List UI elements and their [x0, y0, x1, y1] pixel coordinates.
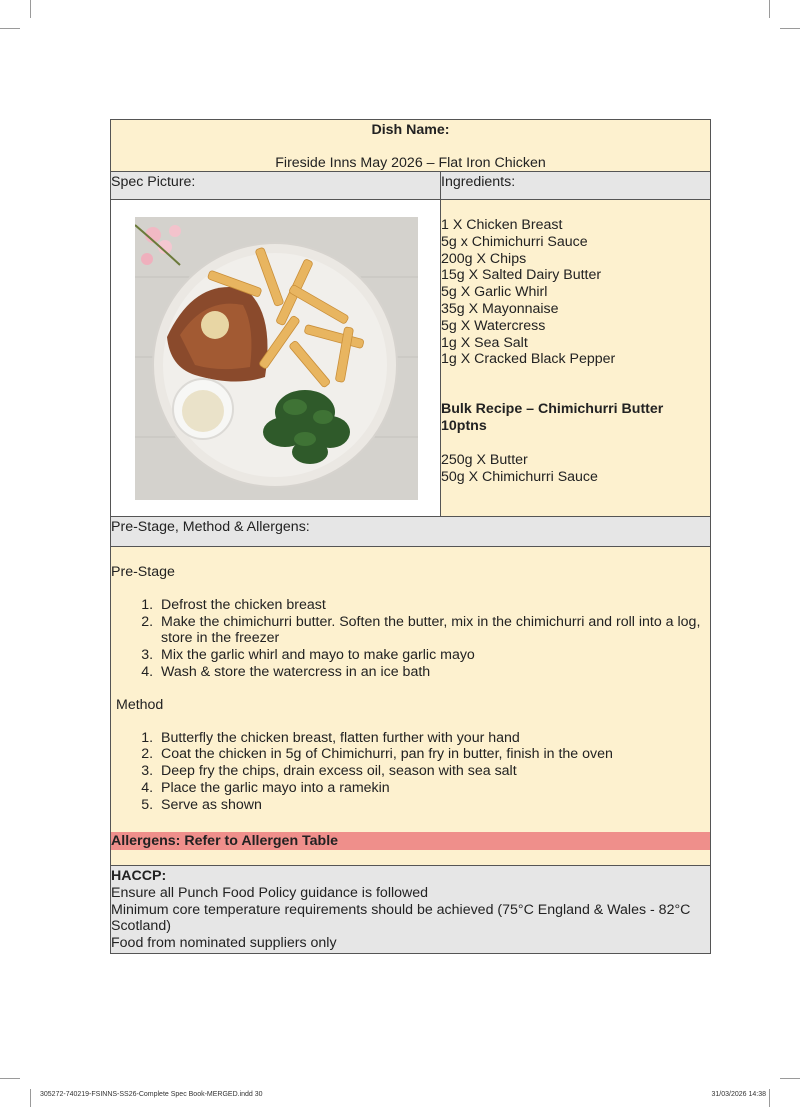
method-step: 5. Serve as shown: [157, 797, 710, 814]
crop-mark: [30, 1089, 31, 1107]
header-row: [111, 172, 710, 200]
ingredients-cell: [441, 200, 710, 516]
haccp-cell: [111, 866, 710, 953]
haccp-title: HACCP:: [111, 868, 167, 884]
ingredient-item: 5g X Watercress: [441, 317, 546, 334]
pre-stage-step: 3. Mix the garlic whirl and mayo to make garlic mayo: [157, 647, 710, 664]
pre-stage-method-header: Pre-Stage, Method & Allergens:: [111, 517, 710, 547]
pre-stage-step: 4. Wash & store the watercress in an ice bath: [157, 664, 710, 681]
crop-mark: [769, 0, 770, 18]
pre-stage-title: Pre-Stage: [111, 564, 175, 580]
method-step: 4. Place the garlic mayo into a ramekin: [157, 780, 710, 797]
crop-mark: [769, 1089, 770, 1107]
pre-stage-list: [111, 597, 710, 681]
photo-ingredients-row: [111, 200, 710, 517]
dish-name: Fireside Inns May 2026 – Flat Iron Chicken: [275, 154, 546, 171]
ingredient-item: 15g X Salted Dairy Butter: [441, 267, 602, 284]
bulk-recipe-title: Bulk Recipe – Chimichurri Butter 10ptns: [441, 401, 664, 434]
ingredient-item: 5g x Chimichurri Sauce: [441, 233, 588, 250]
method-step: 3. Deep fry the chips, drain excess oil, season with sea salt: [157, 763, 710, 780]
crop-mark: [780, 1078, 800, 1079]
ingredient-item: 1 X Chicken Breast: [441, 217, 563, 233]
allergen-notice: Allergens: Refer to Allergen Table: [111, 832, 710, 850]
spec-picture-cell: [111, 200, 441, 516]
method-list: [111, 730, 710, 814]
crop-mark: [0, 28, 20, 29]
ingredient-item: 35g X Mayonnaise: [441, 300, 559, 317]
haccp-line: Minimum core temperature requirements should be achieved (75°C England & Wales - 82°C Scotland): [111, 901, 691, 935]
crop-mark: [30, 0, 31, 18]
ingredient-item: 5g X Garlic Whirl: [441, 284, 548, 301]
method-title: Method: [116, 696, 164, 713]
method-cell: [111, 547, 710, 849]
bulk-item: 250g X Butter: [441, 451, 528, 468]
dish-name-cell: [111, 120, 710, 172]
spec-picture-header: Spec Picture:: [111, 172, 441, 199]
ingredient-item: 1g X Sea Salt: [441, 334, 528, 351]
ingredient-item: 200g X Chips: [441, 250, 527, 267]
dish-name-label: Dish Name:: [371, 122, 450, 138]
crop-mark: [780, 28, 800, 29]
method-step: 2. Coat the chicken in 5g of Chimichurri, pan fry in butter, finish in the oven: [157, 746, 710, 763]
spec-sheet: [110, 119, 711, 954]
method-step: 1. Butterfly the chicken breast, flatten further with your hand: [157, 730, 710, 747]
dish-photo: [135, 217, 418, 500]
ingredients-header: Ingredients:: [441, 172, 710, 199]
crop-mark: [0, 1078, 20, 1079]
ingredient-item: 1g X Cracked Black Pepper: [441, 351, 616, 368]
pre-stage-step: 1. Defrost the chicken breast: [157, 597, 710, 614]
bulk-item: 50g X Chimichurri Sauce: [441, 468, 598, 485]
pre-stage-step: 2. Make the chimichurri butter. Soften the butter, mix in the chimichurri and roll into a log, store in the freezer: [157, 614, 710, 648]
haccp-line: Ensure all Punch Food Policy guidance is followed: [111, 884, 429, 901]
haccp-line: Food from nominated suppliers only: [111, 935, 337, 952]
footer-date-slug: 31/03/2026 14:38: [711, 1091, 766, 1098]
footer-file-slug: 305272-740219-FSINNS-SS26-Complete Spec Book-MERGED.indd 30: [40, 1091, 263, 1098]
